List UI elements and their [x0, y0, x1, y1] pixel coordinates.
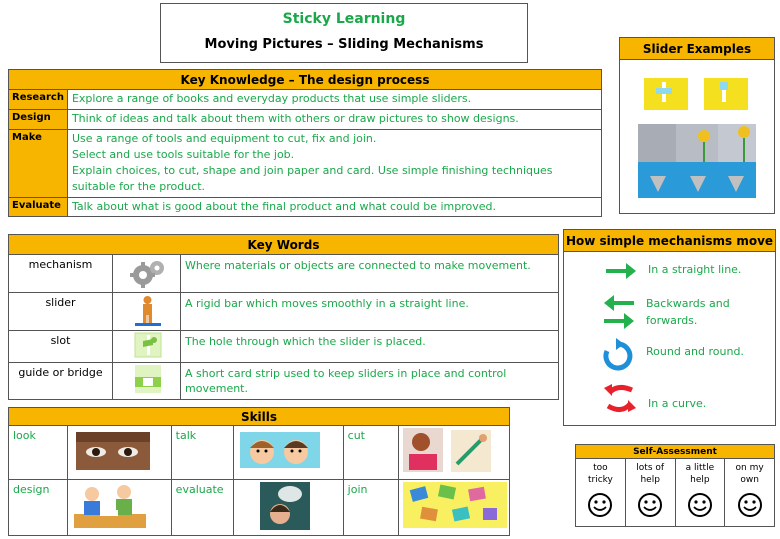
page-subtitle: Moving Pictures – Sliding Mechanisms [204, 37, 484, 52]
self-assessment-heading: Self-Assessment [576, 445, 775, 459]
circular-arrow-icon [602, 338, 634, 372]
how-mechanisms-move-panel [563, 229, 776, 426]
keyword-mechanism: mechanism [9, 255, 113, 293]
smiley-icon [737, 492, 763, 518]
smiley-icon [637, 492, 663, 518]
design-text: Think of ideas and talk about them with others or draw pictures to show designs. [71, 112, 519, 125]
key-knowledge-table [8, 69, 602, 217]
how-mechanisms-move-heading: How simple mechanisms move [564, 230, 775, 252]
self-assessment-option[interactable] [725, 459, 775, 527]
joining-techniques-chart [399, 480, 510, 536]
back-forth-arrows-icon [602, 292, 638, 332]
table-row [9, 426, 510, 480]
table-row [9, 90, 602, 110]
definition-slot: The hole through which the slider is placed. [181, 331, 559, 363]
slider-examples-panel [619, 37, 775, 214]
research-text: Explore a range of books and everyday products that use simple sliders. [71, 92, 472, 105]
move-round-and-round: Round and round. [646, 345, 744, 358]
table-row [9, 198, 602, 217]
table-row [9, 480, 510, 536]
title-box [160, 3, 528, 63]
option-lots-of-help: lots of help [636, 463, 665, 485]
row-label-research: Research [9, 90, 68, 110]
make-text-3: Explain choices, to cut, shape and join paper and card. Use simple finishing techniques suitable for the product. [71, 164, 553, 193]
skills-table [8, 407, 510, 536]
skill-design: design [9, 480, 68, 536]
key-words-table [8, 234, 559, 400]
smiley-icon [687, 492, 713, 518]
keyword-slot: slot [9, 331, 113, 363]
move-backwards-forwards: Backwards and forwards. [646, 297, 730, 327]
gears-icon [113, 255, 181, 293]
guide-bridge-icon [113, 363, 181, 400]
definition-slider: A rigid bar which moves smoothly in a straight line. [181, 293, 559, 331]
option-too-tricky: too tricky [587, 463, 613, 485]
move-in-a-curve: In a curve. [648, 397, 707, 410]
key-words-heading: Key Words [9, 235, 559, 255]
skill-look: look [9, 426, 68, 480]
skill-cut: cut [343, 426, 398, 480]
skill-evaluate: evaluate [171, 480, 233, 536]
move-straight-line: In a straight line. [648, 263, 742, 276]
table-row [9, 110, 602, 130]
skill-join: join [343, 480, 398, 536]
table-row [9, 130, 602, 198]
curved-arrows-icon [602, 380, 638, 418]
page-title: Sticky Learning [282, 11, 406, 27]
self-assessment-option[interactable] [576, 459, 626, 527]
make-text-1: Use a range of tools and equipment to cut, fix and join. [71, 132, 377, 145]
slider-example-photo [620, 116, 774, 198]
option-a-little-help: a little help [685, 463, 715, 485]
eyes-photo [68, 426, 171, 480]
make-text-2: Select and use tools suitable for the job. [71, 148, 295, 161]
keyword-guide-or-bridge: guide or bridge [9, 363, 113, 400]
smiley-icon [587, 492, 613, 518]
definition-guide-or-bridge: A short card strip used to keep sliders in place and control movement. [181, 363, 559, 400]
right-arrow-icon [604, 260, 638, 282]
thinking-child-photo [233, 480, 343, 536]
skill-talk: talk [171, 426, 233, 480]
table-row [9, 331, 559, 363]
self-assessment-table [575, 444, 775, 527]
row-label-design: Design [9, 110, 68, 130]
row-label-make: Make [9, 130, 68, 198]
table-row [9, 293, 559, 331]
scissors-cutting-photos [399, 426, 510, 480]
definition-mechanism: Where materials or objects are connected to make movement. [181, 255, 559, 293]
option-on-my-own: on my own [735, 463, 764, 485]
children-talking-picture [233, 426, 343, 480]
skills-heading: Skills [9, 408, 510, 426]
slot-icon [113, 331, 181, 363]
table-row [9, 255, 559, 293]
row-label-evaluate: Evaluate [9, 198, 68, 217]
slider-examples-heading: Slider Examples [620, 38, 774, 60]
table-row [9, 363, 559, 400]
children-designing-picture [68, 480, 171, 536]
self-assessment-option[interactable] [625, 459, 675, 527]
evaluate-text: Talk about what is good about the final product and what could be improved. [71, 200, 497, 213]
self-assessment-option[interactable] [675, 459, 725, 527]
keyword-slider: slider [9, 293, 113, 331]
slider-figure-icon [113, 293, 181, 331]
slider-example-diagram [620, 60, 774, 116]
key-knowledge-heading: Key Knowledge – The design process [9, 70, 602, 90]
